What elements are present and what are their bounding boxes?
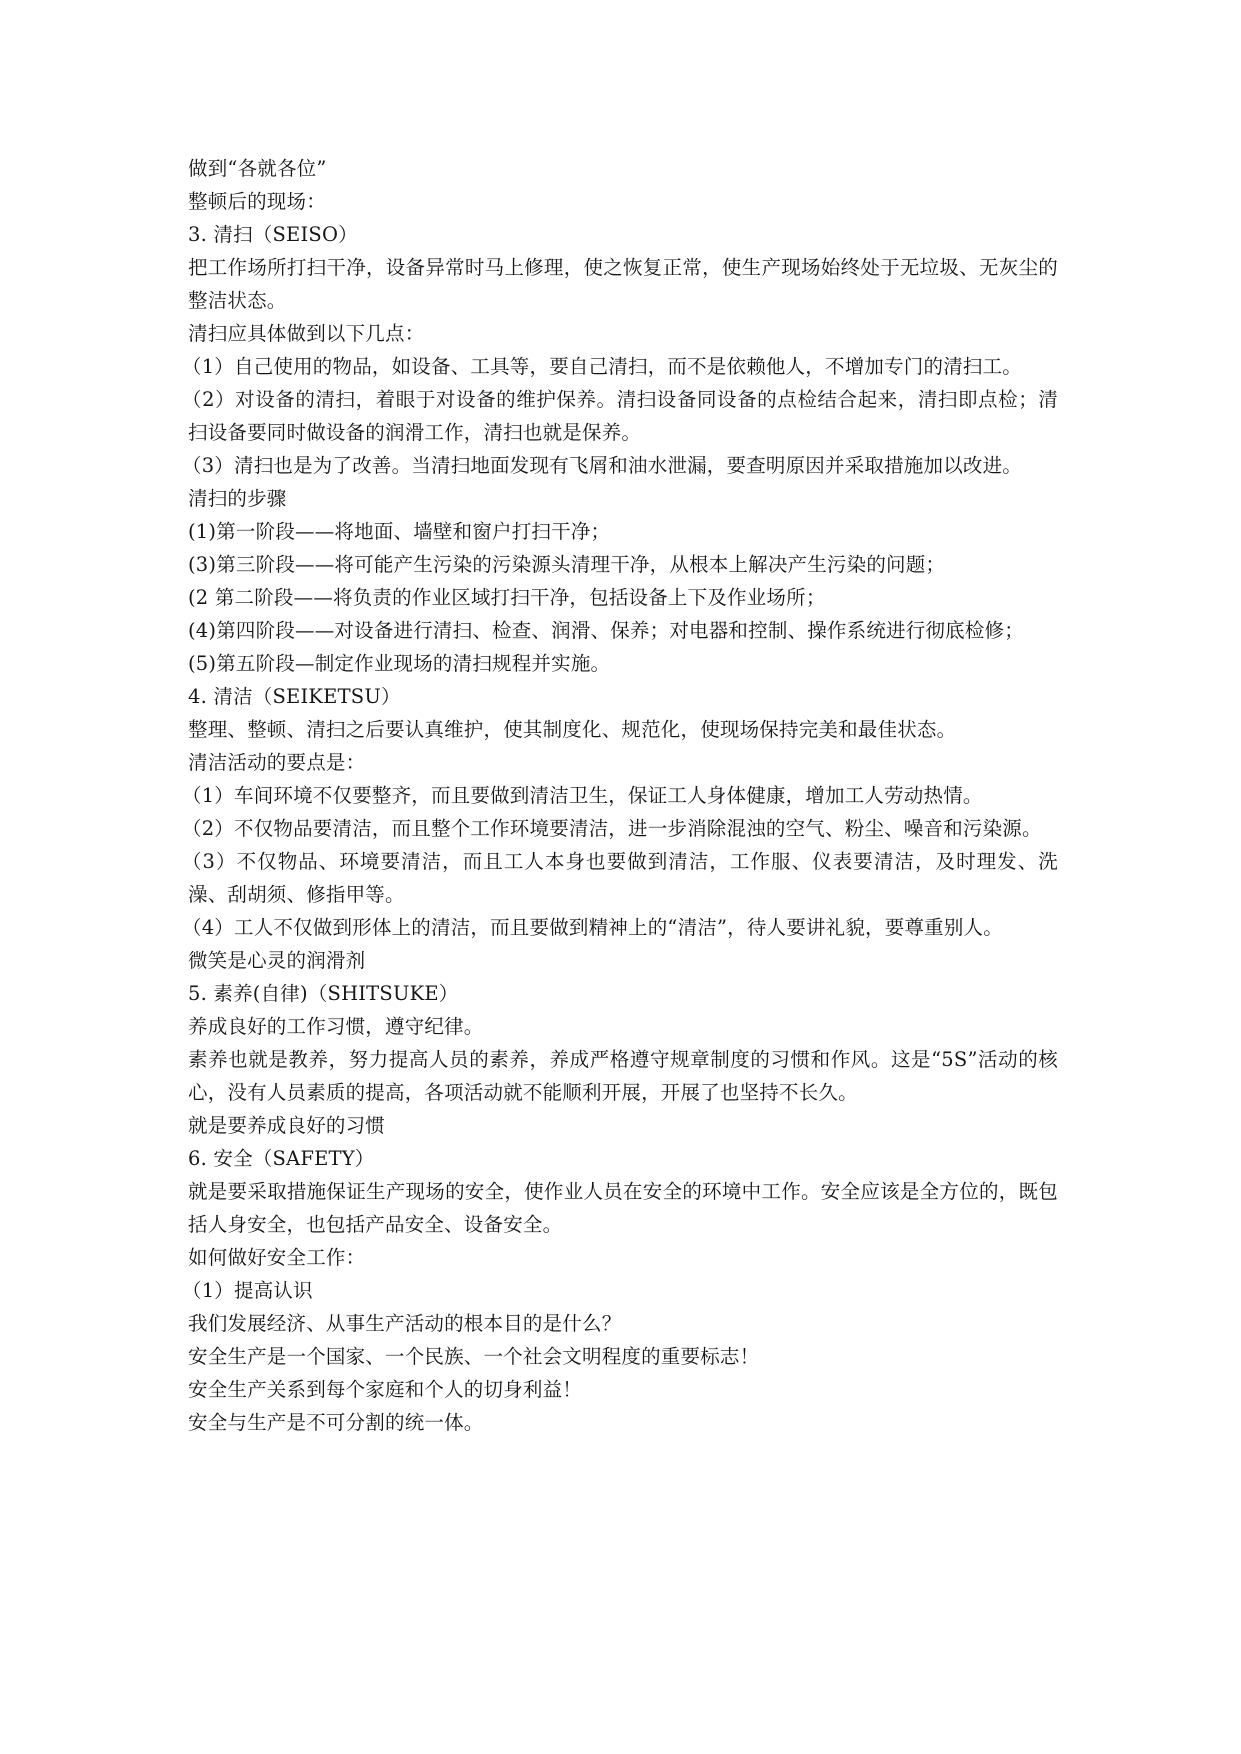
section-heading: 5. 素养(自律)（SHITSUKE） [188, 982, 459, 1005]
text-line: 就是要养成良好的习惯 [188, 1114, 386, 1137]
text-line: 安全生产是一个国家、一个民族、一个社会文明程度的重要标志！ [188, 1345, 760, 1368]
list-item: (3)第三阶段——将可能产生污染的污染源头清理干净，从根本上解决产生污染的问题； [188, 553, 946, 576]
text-line: 清扫的步骤 [188, 487, 287, 510]
text-line: 我们发展经济、从事生产活动的根本目的是什么？ [188, 1312, 622, 1335]
text-line: 清洁活动的要点是： [188, 751, 366, 774]
list-item: (4)第四阶段——对设备进行清扫、检查、润滑、保养；对电器和控制、操作系统进行彻底检修； [188, 619, 1024, 642]
text-line: 做到“各就各位” [188, 157, 327, 180]
paragraph: 素养也就是教养，努力提高人员的素养，养成严格遵守规章制度的习惯和作风。这是“5S”活动的核心，没有人员素质的提高，各项活动就不能顺利开展，开展了也坚持不长久。 [188, 1048, 1058, 1104]
list-item: （1）自己使用的物品，如设备、工具等，要自己清扫，而不是依赖他人，不增加专门的清扫工。 [182, 355, 1023, 378]
paragraph: 把工作场所打扫干净，设备异常时马上修理，使之恢复正常，使生产现场始终处于无垃圾、无灰尘的整洁状态。 [188, 256, 1058, 312]
list-item: （1）车间环境不仅要整齐，而且要做到清洁卫生，保证工人身体健康，增加工人劳动热情。 [182, 784, 983, 807]
list-item: (5)第五阶段—制定作业现场的清扫规程并实施。 [188, 652, 611, 675]
text-line: 整顿后的现场： [188, 190, 326, 213]
list-item: （1）提高认识 [182, 1279, 313, 1302]
paragraph: 养成良好的工作习惯，遵守纪律。 [188, 1015, 484, 1038]
text-line: 如何做好安全工作： [188, 1246, 366, 1269]
list-item: （4）工人不仅做到形体上的清洁，而且要做到精神上的“清洁”，待人要讲礼貌，要尊重别人。 [182, 916, 1003, 939]
text-line: 安全与生产是不可分割的统一体。 [188, 1411, 484, 1434]
list-item: （2）对设备的清扫，着眼于对设备的维护保养。清扫设备同设备的点检结合起来，清扫即点检；清扫设备要同时做设备的润滑工作，清扫也就是保养。 [182, 388, 1058, 444]
list-item: (1)第一阶段——将地面、墙壁和窗户打扫干净； [188, 520, 611, 543]
list-item: （3）清扫也是为了改善。当清扫地面发现有飞屑和油水泄漏，要查明原因并采取措施加以改进。 [182, 454, 1023, 477]
list-item: （2）不仅物品要清洁，而且整个工作环境要清洁，进一步消除混浊的空气、粉尘、噪音和污染源。 [182, 817, 1042, 840]
section-heading: 3. 清扫（SEISO） [188, 223, 358, 246]
paragraph: 整理、整顿、清扫之后要认真维护，使其制度化、规范化，使现场保持完美和最佳状态。 [188, 718, 957, 741]
paragraph: 就是要采取措施保证生产现场的安全，使作业人员在安全的环境中工作。安全应该是全方位的，既包括人身安全，也包括产品安全、设备安全。 [188, 1180, 1058, 1236]
document-body [182, 152, 1058, 1439]
text-line: 清扫应具体做到以下几点： [188, 322, 425, 345]
text-line: 微笑是心灵的润滑剂 [188, 949, 366, 972]
section-heading: 4. 清洁（SEIKETSU） [188, 685, 401, 708]
list-item: (2 第二阶段——将负责的作业区域打扫干净，包括设备上下及作业场所； [188, 586, 826, 609]
text-line: 安全生产关系到每个家庭和个人的切身利益！ [188, 1378, 583, 1401]
list-item: （3）不仅物品、环境要清洁，而且工人本身也要做到清洁，工作服、仪表要清洁，及时理发、洗澡、刮胡须、修指甲等。 [182, 850, 1058, 906]
section-heading: 6. 安全（SAFETY） [188, 1147, 375, 1170]
